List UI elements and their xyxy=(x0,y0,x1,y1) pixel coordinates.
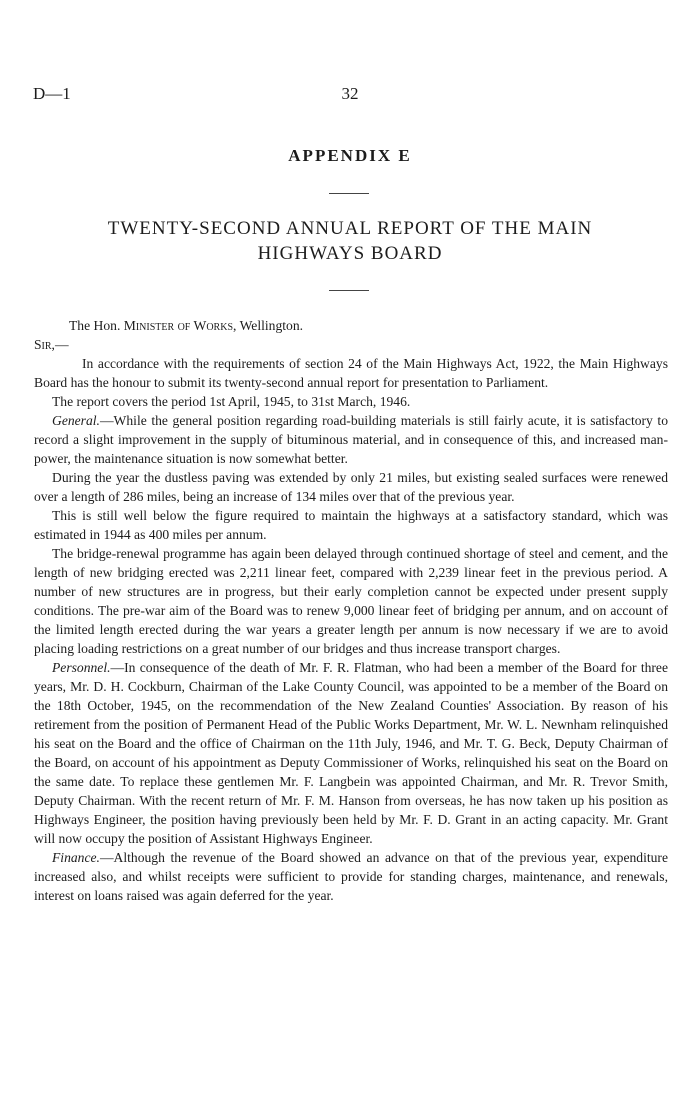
addressee-suffix: , Wellington. xyxy=(233,318,304,333)
personnel-text: —In consequence of the death of Mr. F. R. Flatman, who had been a member of the Board for three years, Mr. D. H. Cockburn, Chairman of the Lake County Council, was appointed to be a member of the Board on the 18th October, 1945, on the recommendation of the New Zealand Counties' Association. By reason of his retirement from the position of Permanent Head of the Public Works Department, Mr. W. L. Newnham relinquished his seat on the Board and the office of Chairman on the 11th July, 1946, and Mr. T. G. Beck, Deputy Chairman of the Board, on account of his appointment as Deputy Commissioner of Works, relinquished his seat on the Board on the same date. To replace these gentlemen Mr. F. Langbein was appointed Chairman, and Mr. R. Trevor Smith, Deputy Chairman. With the recent return of Mr. F. M. Hanson from overseas, he has now taken up his position as Highways Engineer, the position having previously been held by Mr. F. D. Grant in an acting capacity. Mr. Grant will now occupy the position of Assistant Highways Engineer. xyxy=(34,660,668,846)
general-text: —While the general position regarding road-building materials is still fairly acute, it is satisfactory to record a slight improvement in the supply of bituminous material, and in consequence of this, and increased man-power, the maintenance situation is now somewhat better. xyxy=(34,413,668,466)
paragraph-period: The report covers the period 1st April, 1945, to 31st March, 1946. xyxy=(52,394,411,409)
general-lead: General. xyxy=(52,413,100,428)
paragraph-general xyxy=(34,411,668,468)
addressee-title: Minister of Works xyxy=(123,318,234,333)
page-number: 32 xyxy=(341,84,359,103)
finance-text: —Although the revenue of the Board showed an advance on that of the previous year, expenditure increased also, and whilst receipts were sufficient to provide for standing charges, maintenance, and renewals, interest on loans raised was again deferred for the year. xyxy=(34,850,668,903)
divider-rule xyxy=(329,193,369,194)
report-title: TWENTY-SECOND ANNUAL REPORT OF THE MAIN HIGHWAYS BOARD xyxy=(107,218,593,264)
paragraph-finance xyxy=(34,848,668,905)
paragraph-dustless: During the year the dustless paving was extended by only 21 miles, but existing sealed surfaces were renewed over a length of 286 miles, being an increase of 134 miles over that of the previous year. xyxy=(34,470,668,504)
paragraph-bridges: The bridge-renewal programme has again been delayed through continued shortage of steel and cement, and the length of new bridging erected was 2,211 linear feet, compared with 2,239 linear feet in the previous period. A number of new structures are in progress, but their early completion cannot be expected under present supply conditions. The pre-war aim of the Board was to renew 9,000 linear feet of bridging per annum, and on account of the limited length erected during the war years a greater length per annum is now necessary if we are to avoid placing loading restrictions on a great number of our bridges and thus increase transport charges. xyxy=(34,546,668,656)
paragraph-personnel xyxy=(34,658,668,848)
appendix-heading: APPENDIX E xyxy=(288,146,412,165)
salutation: Sir,— xyxy=(34,337,69,352)
addressee-line xyxy=(34,316,668,335)
document-code: D—1 xyxy=(33,84,71,103)
report-body xyxy=(34,316,668,905)
paragraph-intro: In accordance with the requirements of section 24 of the Main Highways Act, 1922, the Main Highways Board has the honour to submit its twenty-second annual report for presentation to Parliament. xyxy=(34,356,668,390)
divider-rule xyxy=(329,290,369,291)
finance-lead: Finance. xyxy=(52,850,100,865)
personnel-lead: Personnel. xyxy=(52,660,111,675)
page-header xyxy=(0,84,700,104)
addressee-prefix: The Hon. xyxy=(69,318,124,333)
paragraph-standard: This is still well below the figure required to maintain the highways at a satisfactory standard, which was estimated in 1944 as 400 miles per annum. xyxy=(34,508,668,542)
